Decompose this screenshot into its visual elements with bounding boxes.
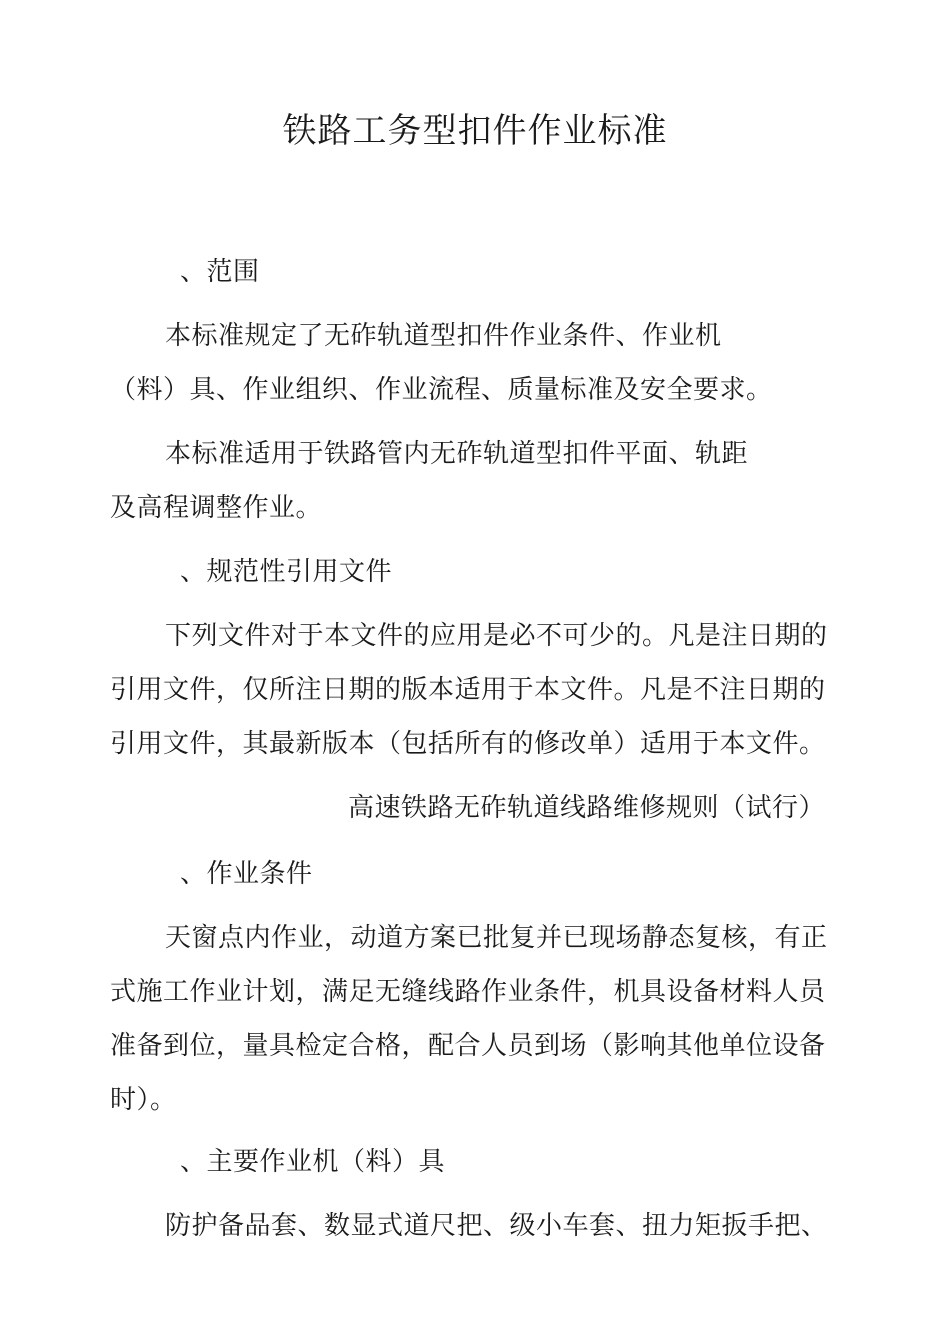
paragraph-line: 引用文件，仅所注日期的版本适用于本文件。凡是不注日期的 [110,675,826,705]
paragraph-line: 及高程调整作业。 [110,493,323,523]
paragraph-line: 下列文件对于本文件的应用是必不可少的。凡是注日期的 [165,621,828,651]
paragraph-line: 防护备品套、数显式道尺把、级小车套、扭力矩扳手把、 [165,1211,828,1241]
paragraph-line: 本标准规定了无砟轨道型扣件作业条件、作业机 [165,321,722,351]
paragraph-line: 本标准适用于铁路管内无砟轨道型扣件平面、轨距 [165,439,749,469]
section-heading-normative-references: 、规范性引用文件 [180,557,393,587]
section-heading-main-tools: 、主要作业机（料）具 [180,1147,446,1177]
paragraph-line: （料）具、作业组织、作业流程、质量标准及安全要求。 [110,375,773,405]
paragraph-line: 准备到位，量具检定合格，配合人员到场（影响其他单位设备 [110,1031,826,1061]
section-heading-work-conditions: 、作业条件 [180,859,313,889]
reference-document: 高速铁路无砟轨道线路维修规则（试行） [348,793,826,823]
paragraph-line: 时）。 [110,1085,177,1115]
document-title: 铁路工务型扣件作业标准 [282,111,668,151]
paragraph-line: 式施工作业计划，满足无缝线路作业条件，机具设备材料人员 [110,977,826,1007]
paragraph-line: 引用文件，其最新版本（包括所有的修改单）适用于本文件。 [110,729,826,759]
section-heading-scope: 、范围 [180,257,260,287]
paragraph-line: 天窗点内作业，动道方案已批复并已现场静态复核，有正 [165,923,828,953]
